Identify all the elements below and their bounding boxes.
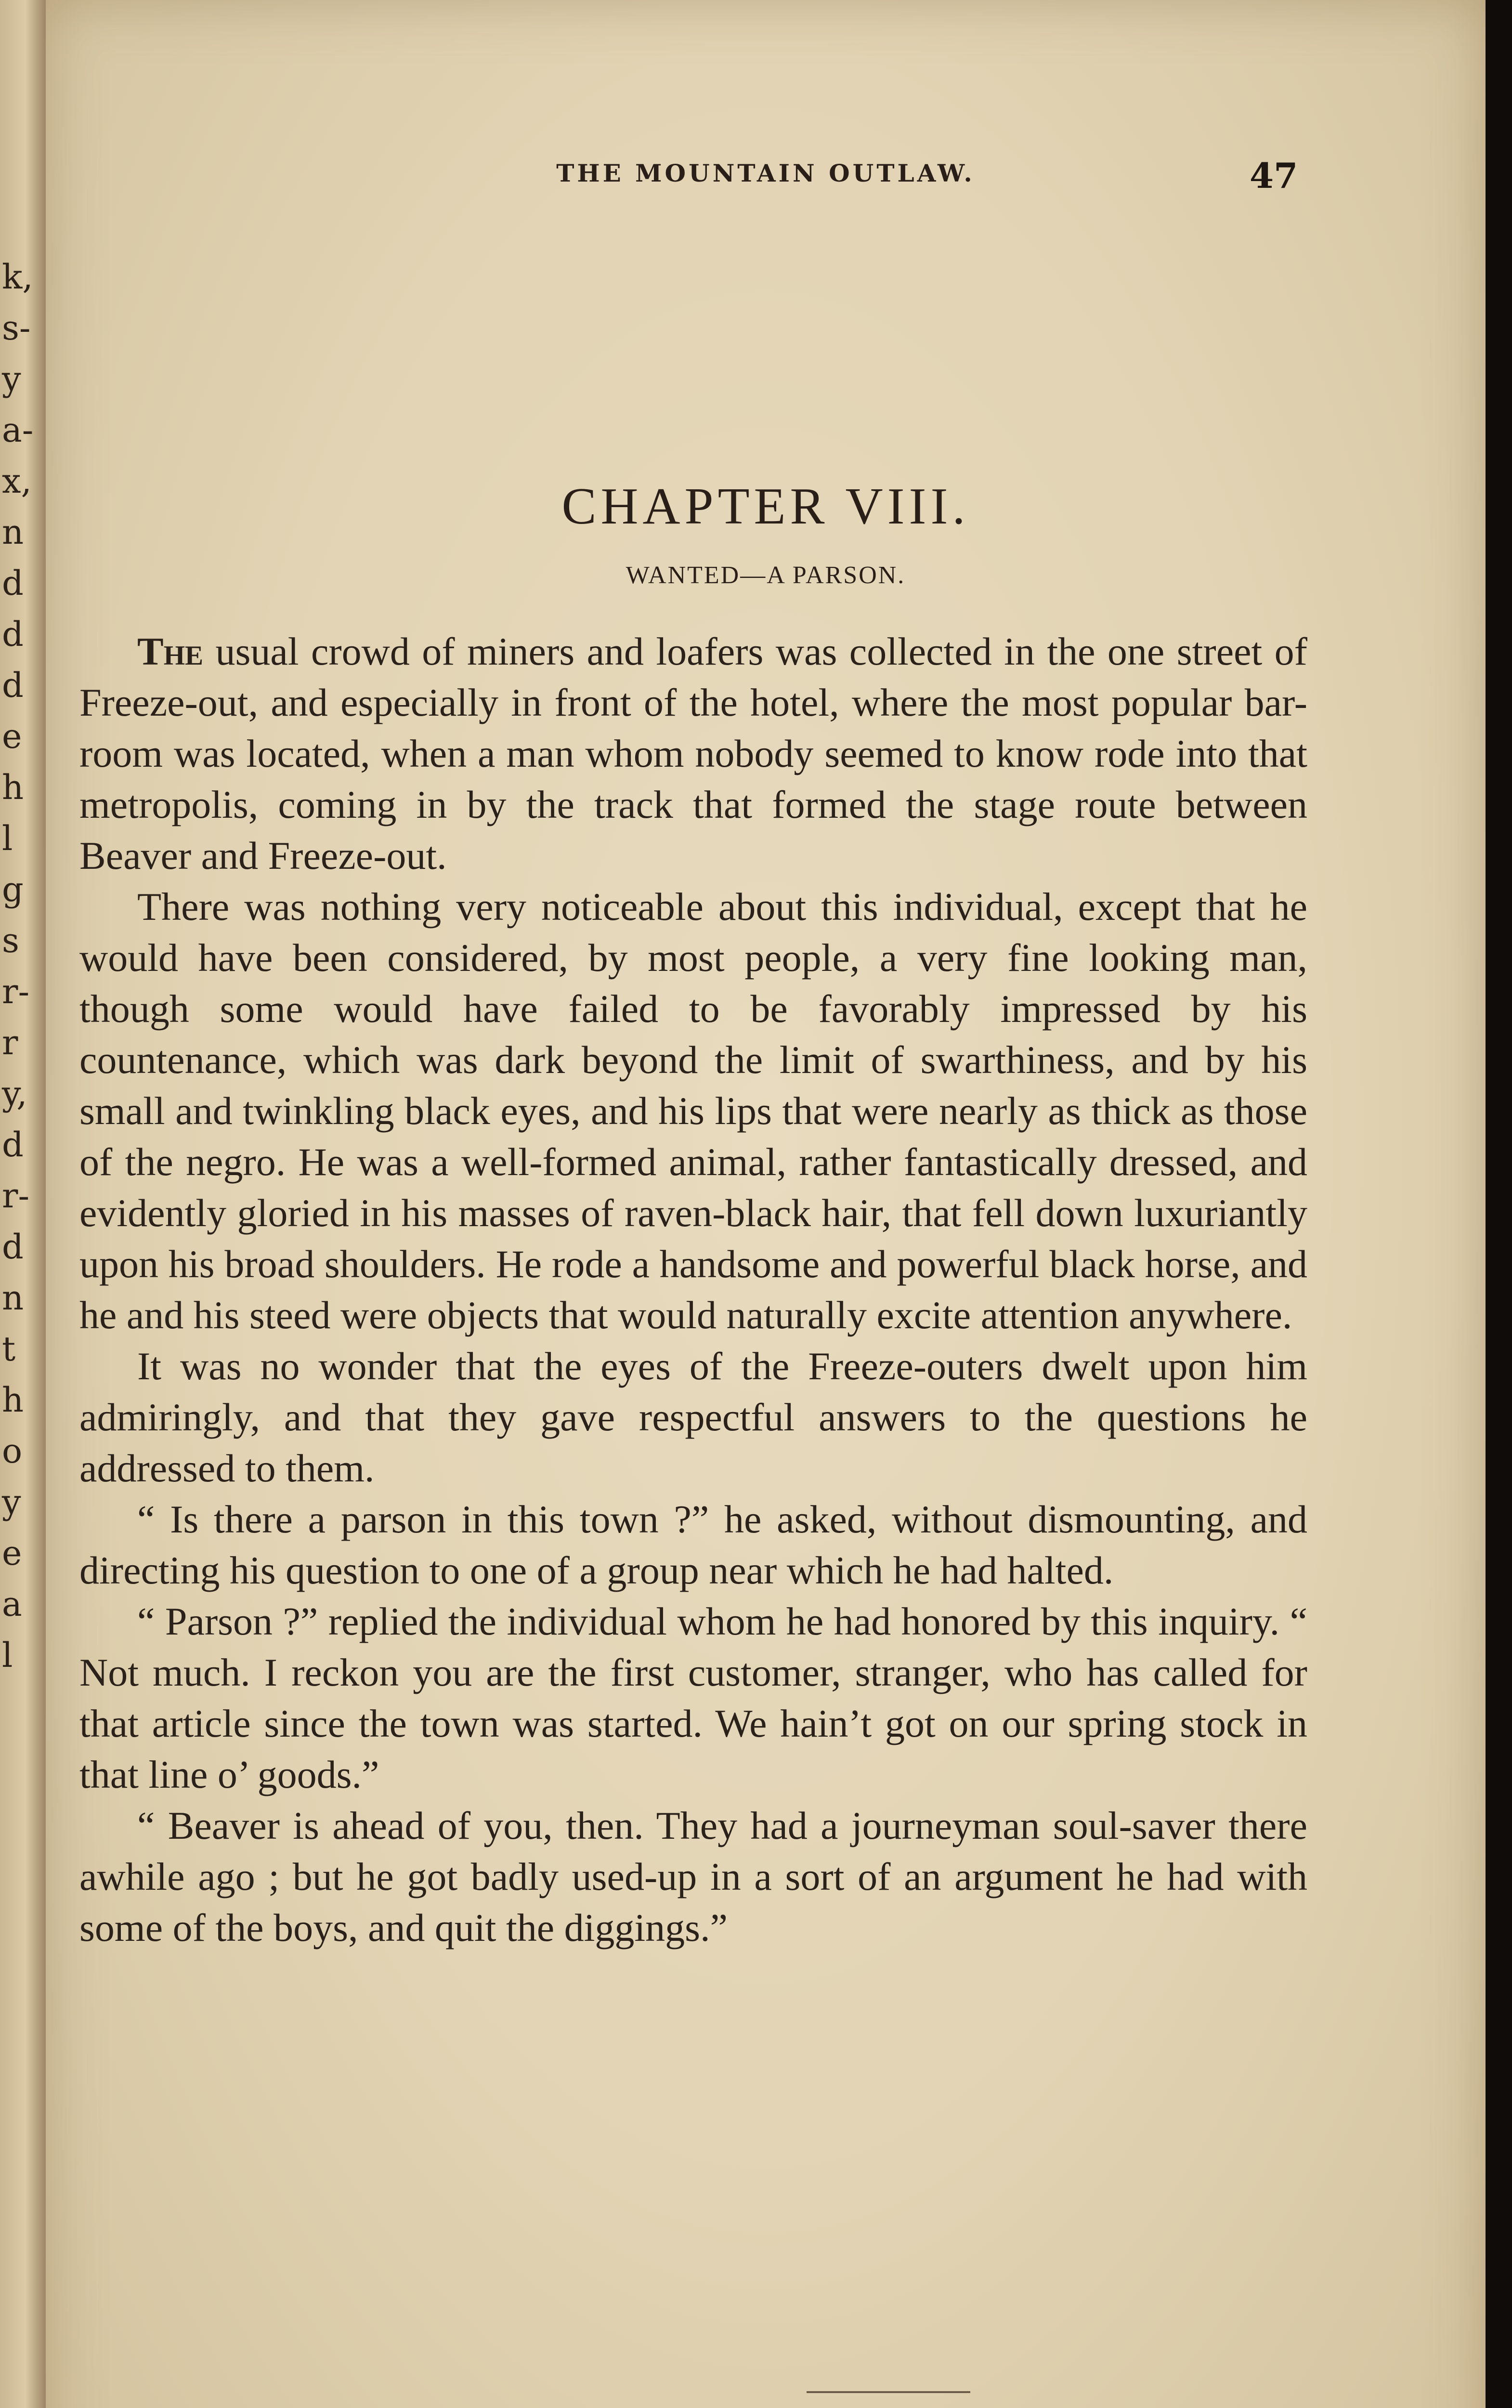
- previous-page-fragment: r: [2, 1023, 18, 1062]
- previous-page-fragment: y: [2, 1482, 21, 1522]
- running-head: THE MOUNTAIN OUTLAW.: [556, 159, 975, 187]
- closing-rule: [807, 2391, 970, 2393]
- previous-page-fragment: a: [2, 1584, 22, 1624]
- paragraph-text: “ Parson ?” replied the individual whom he had honored by this inquiry. “ Not much. I reckon you are the first customer, stranger, who has called for that article since the town was started. We hain’t got on our spring stock in that line o’ goods.”: [79, 1599, 1307, 1796]
- paragraph: [79, 1596, 1307, 1800]
- previous-page-fragment: d: [2, 563, 24, 603]
- previous-page-fragment: r-: [2, 972, 30, 1011]
- paragraph-text: It was no wonder that the eyes of the Freeze-outers dwelt upon him admiringly, and that they gave respectful answers to the questions he addressed to them.: [79, 1344, 1307, 1490]
- chapter-subtitle: WANTED—A PARSON.: [626, 562, 906, 589]
- previous-page-fragment: l: [2, 1636, 13, 1675]
- previous-page-fragment: g: [2, 870, 24, 909]
- page-number: 47: [1250, 155, 1298, 196]
- previous-page-fragment: s-: [2, 308, 31, 348]
- previous-page-fragment: h: [2, 768, 24, 807]
- previous-page-fragment: e: [2, 717, 22, 756]
- previous-page-fragment: d: [2, 666, 24, 705]
- previous-page-fragment: o: [2, 1431, 23, 1471]
- chapter-title: CHAPTER VIII.: [561, 478, 970, 535]
- paragraph-text: There was nothing very noticeable about this individual, except that he would have been considered, by most people, a very fine looking man, though some would have failed to be favorably impressed by his countenance, which was dark beyond the limit of swarthiness, and by his small and twinkling black eyes, and his lips that were nearly as thick as those of the negro. He was a well-formed animal, rather fantastically dressed, and evidently gloried in his masses of raven-black hair, that fell down luxuriantly upon his broad shoulders. He rode a handsome and powerful black horse, and he and his steed were objects that would naturally excite attention anywhere.: [79, 885, 1307, 1337]
- previous-page-fragment: n: [2, 1278, 24, 1318]
- paragraph: [79, 626, 1307, 881]
- previous-page-fragment: e: [2, 1533, 22, 1573]
- previous-page-fragment: n: [2, 512, 24, 552]
- previous-page-fragment: s: [2, 921, 19, 960]
- previous-page-fragment: r-: [2, 1176, 30, 1216]
- previous-page-fragment: a-: [2, 410, 34, 450]
- paragraph: [79, 1341, 1307, 1494]
- previous-page-fragment: k,: [2, 257, 33, 297]
- book-page: [46, 0, 1486, 2408]
- paragraph-text: “ Is there a parson in this town ?” he asked, without dismounting, and directing his question to one of a group near which he had halted.: [79, 1497, 1307, 1592]
- paragraph-lead-word: The: [137, 629, 204, 673]
- previous-page-fragment: h: [2, 1380, 24, 1420]
- previous-page-fragment: x,: [2, 461, 32, 501]
- page-shadow: [1486, 0, 1512, 2408]
- previous-page-fragment: y: [2, 359, 21, 399]
- paragraph: [79, 1494, 1307, 1596]
- paragraph: [79, 881, 1307, 1341]
- previous-page-fragment: d: [2, 1125, 24, 1165]
- chapter-body: [79, 626, 1307, 1953]
- previous-page-fragment: y,: [2, 1074, 27, 1113]
- paragraph-text: usual crowd of miners and loafers was collected in the one street of Freeze-out, and especially in front of the hotel, where the most popular bar-room was located, when a man whom nobody seemed to know rode into that metropolis, coming in by the track that formed the stage route between Beaver and Freeze-out.: [79, 629, 1307, 877]
- paragraph-text: “ Beaver is ahead of you, then. They had a journeyman soul-saver there awhile ago ; but he got badly used-up in a sort of an argument he had with some of the boys, and quit the diggings.”: [79, 1804, 1307, 1950]
- previous-page-fragment: t: [2, 1329, 16, 1369]
- previous-page-fragment: d: [2, 615, 24, 654]
- paragraph: [79, 1800, 1307, 1953]
- previous-page-edge: [0, 0, 46, 2408]
- previous-page-fragment: d: [2, 1227, 24, 1267]
- previous-page-fragment: l: [2, 819, 13, 858]
